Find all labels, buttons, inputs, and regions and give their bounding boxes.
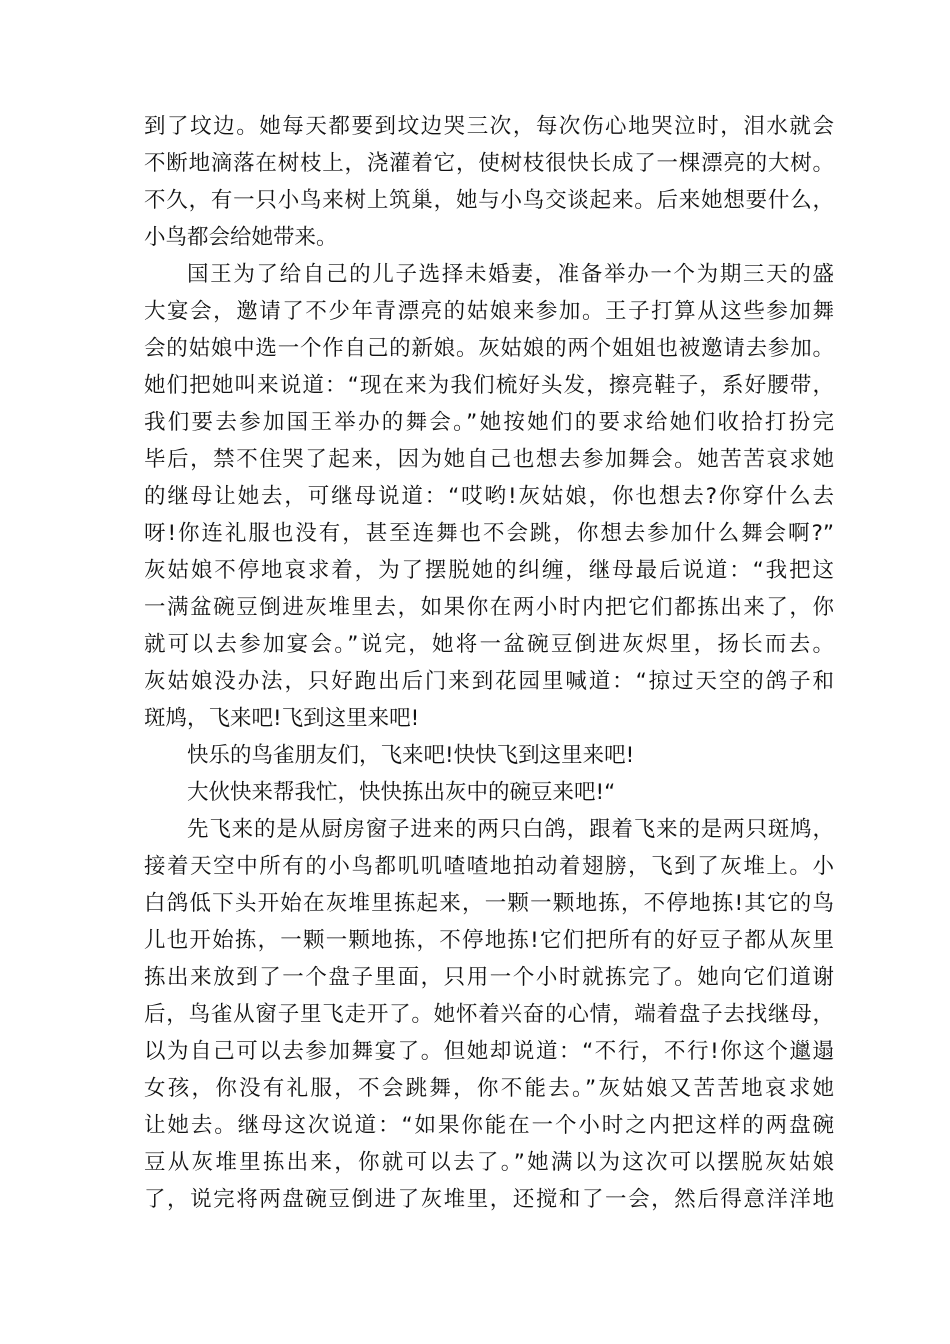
text-line: 小鸟都会给她带来。	[144, 225, 338, 250]
text-line: 灰姑娘不停地哀求着，为了摆脱她的纠缠，继母最后说道：“我把这	[144, 558, 834, 583]
body-text	[144, 108, 834, 1218]
text-line: 毕后，禁不住哭了起来，因为她自己也想去参加舞会。她苦苦哀求她	[144, 447, 834, 472]
text-line: 不断地滴落在树枝上，浇灌着它，使树枝很快长成了一棵漂亮的大树。	[144, 151, 834, 176]
text-line: 快乐的鸟雀朋友们，飞来吧!快快飞到这里来吧!	[187, 743, 635, 768]
text-line: 就可以去参加宴会。”说完，她将一盆碗豆倒进灰烬里，扬长而去。	[144, 632, 834, 657]
text-line: 了，说完将两盘碗豆倒进了灰堆里，还搅和了一会，然后得意洋洋地	[144, 1187, 834, 1212]
text-line: 拣出来放到了一个盘子里面，只用一个小时就拣完了。她向它们道谢	[144, 965, 834, 990]
text-line: 白鸽低下头开始在灰堆里拣起来，一颗一颗地拣，不停地拣!其它的鸟	[144, 891, 834, 916]
text-line: 大宴会，邀请了不少年青漂亮的姑娘来参加。王子打算从这些参加舞	[144, 299, 834, 324]
text-line: 儿也开始拣，一颗一颗地拣，不停地拣!它们把所有的好豆子都从灰里	[144, 928, 834, 953]
text-line: 让她去。继母这次说道：“如果你能在一个小时之内把这样的两盘碗	[144, 1113, 834, 1138]
text-line: 先飞来的是从厨房窗子进来的两只白鸽，跟着飞来的是两只斑鸠，	[187, 817, 834, 842]
text-line: 女孩，你没有礼服，不会跳舞，你不能去。”灰姑娘又苦苦地哀求她	[144, 1076, 834, 1101]
text-line: 国王为了给自己的儿子选择未婚妻，准备举办一个为期三天的盛	[187, 262, 834, 287]
text-line: 豆从灰堆里拣出来，你就可以去了。”她满以为这次可以摆脱灰姑娘	[144, 1150, 834, 1175]
text-line: 以为自己可以去参加舞宴了。但她却说道：“不行，不行!你这个邋遢	[144, 1039, 834, 1064]
text-line: 接着天空中所有的小鸟都叽叽喳喳地拍动着翅膀，飞到了灰堆上。小	[144, 854, 834, 879]
text-line: 的继母让她去，可继母说道：“哎哟!灰姑娘，你也想去?你穿什么去	[144, 484, 834, 509]
text-line: 呀!你连礼服也没有，甚至连舞也不会跳，你想去参加什么舞会啊?”	[144, 521, 834, 546]
text-line: 灰姑娘没办法，只好跑出后门来到花园里喊道：“掠过天空的鸽子和	[144, 669, 834, 694]
text-line: 后，鸟雀从窗子里飞走开了。她怀着兴奋的心情，端着盘子去找继母，	[144, 1002, 834, 1027]
text-line: 我们要去参加国王举办的舞会。”她按她们的要求给她们收拾打扮完	[144, 410, 834, 435]
text-line: 斑鸠，飞来吧!飞到这里来吧!	[144, 706, 420, 731]
text-line: 大伙快来帮我忙，快快拣出灰中的碗豆来吧!“	[187, 780, 616, 805]
text-line: 到了坟边。她每天都要到坟边哭三次，每次伤心地哭泣时，泪水就会	[144, 114, 834, 139]
text-line: 不久，有一只小鸟来树上筑巢，她与小鸟交谈起来。后来她想要什么，	[144, 188, 834, 213]
text-line: 会的姑娘中选一个作自己的新娘。灰姑娘的两个姐姐也被邀请去参加。	[144, 336, 834, 361]
text-line: 她们把她叫来说道：“现在来为我们梳好头发，擦亮鞋子，系好腰带，	[144, 373, 834, 398]
text-line: 一满盆碗豆倒进灰堆里去，如果你在两小时内把它们都拣出来了，你	[144, 595, 834, 620]
